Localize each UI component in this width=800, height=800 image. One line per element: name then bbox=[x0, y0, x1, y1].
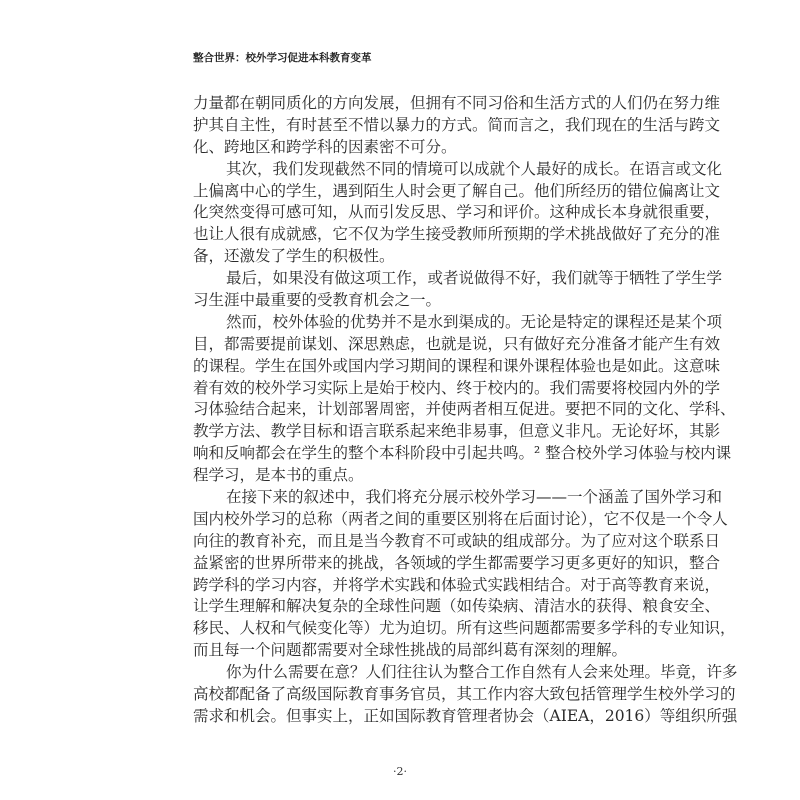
paragraph bbox=[193, 159, 723, 268]
text-line: 目，都需要提前谋划、深思熟虑，也就是说，只有做好充分准备才能产生有效 bbox=[193, 334, 721, 353]
text-line: 习生涯中最重要的受教育机会之一。 bbox=[193, 291, 442, 310]
text-line: 向往的教育补充，而且是当今教育不可或缺的组成部分。为了应对这个联系日 bbox=[193, 531, 721, 550]
text-line: 让学生理解和解决复杂的全球性问题（如传染病、清洁水的获得、粮食安全、 bbox=[193, 597, 721, 616]
page-number: ·2· bbox=[393, 765, 407, 778]
text-line: 而且每一个问题都需要对全球性挑战的局部纠葛有深刻的理解。 bbox=[193, 641, 628, 660]
text-line: 上偏离中心的学生，遇到陌生人时会更了解自己。他们所经历的错位偏离让文 bbox=[193, 181, 721, 200]
text-line: 国内校外学习的总称（两者之间的重要区别将在后面讨论），它不仅是一个令人 bbox=[193, 509, 728, 528]
paragraph bbox=[193, 93, 721, 159]
text-line: 最后，如果没有做这项工作，或者说做得不好，我们就等于牺牲了学生学 bbox=[226, 269, 723, 288]
text-line: 然而，校外体验的优势并不是水到渠成的。无论是特定的课程还是某个项 bbox=[226, 312, 723, 331]
text-line: 化突然变得可感可知，从而引发反思、学习和评价。这种成长本身就很重要， bbox=[193, 203, 721, 222]
running-header: 整合世界：校外学习促进本科教育变革 bbox=[193, 52, 372, 64]
text-line: 习体验结合起来，计划部署周密，并使两者相互促进。要把不同的文化、学科、 bbox=[193, 400, 736, 419]
text-line: 的课程。学生在国外或国内学习期间的课程和课外课程体验也是如此。这意味 bbox=[193, 356, 721, 375]
text-line: 力量都在朝同质化的方向发展，但拥有不同习俗和生活方式的人们仍在努力维 bbox=[193, 94, 721, 112]
text-line: 响和反响都会在学生的整个本科阶段中引起共鸣。² 整合校外学习体验与校内课 bbox=[193, 444, 732, 463]
paragraph bbox=[193, 268, 723, 312]
text-line: 其次，我们发现截然不同的情境可以成就个人最好的成长。在语言或文化 bbox=[226, 159, 723, 178]
text-line: 你为什么需要在意？人们往往认为整合工作自然有人会来处理。毕竟，许多 bbox=[226, 663, 738, 682]
text-line: 在接下来的叙述中，我们将充分展示校外学习——一个涵盖了国外学习和 bbox=[226, 488, 723, 507]
paragraph bbox=[193, 487, 736, 662]
text-line: 跨学科的学习内容，并将学术实践和体验式实践相结合。对于高等教育来说， bbox=[193, 575, 721, 594]
paragraph bbox=[193, 312, 736, 487]
text-line: 备，还激发了学生的积极性。 bbox=[193, 247, 395, 266]
text-line: 着有效的校外学习实际上是始于校内、终于校内的。我们需要将校园内外的学 bbox=[193, 378, 721, 397]
text-line: 需求和机会。但事实上，正如国际教育管理者协会（AIEA，2016）等组织所强 bbox=[193, 706, 738, 725]
body-text bbox=[193, 93, 738, 728]
text-line: 移民、人权和气候变化等）尤为迫切。所有这些问题都需要多学科的专业知识， bbox=[193, 619, 736, 638]
text-line: 高校都配备了高级国际教育事务官员，其工作内容大致包括管理学生校外学习的 bbox=[193, 685, 736, 704]
text-line: 教学方法、教学目标和语言联系起来绝非易事，但意义非凡。无论好坏，其影 bbox=[193, 422, 721, 441]
paragraph bbox=[193, 662, 738, 728]
text-line: 程学习，是本书的重点。 bbox=[193, 466, 364, 485]
text-line: 益紧密的世界所带来的挑战，各领域的学生都需要学习更多更好的知识，整合 bbox=[193, 553, 721, 572]
text-line: 护其自主性，有时甚至不惜以暴力的方式。简而言之，我们现在的生活与跨文 bbox=[193, 115, 721, 134]
text-line: 也让人很有成就感，它不仅为学生接受教师所预期的学术挑战做好了充分的准 bbox=[193, 225, 721, 244]
text-line: 化、跨地区和跨学科的因素密不可分。 bbox=[193, 137, 457, 156]
